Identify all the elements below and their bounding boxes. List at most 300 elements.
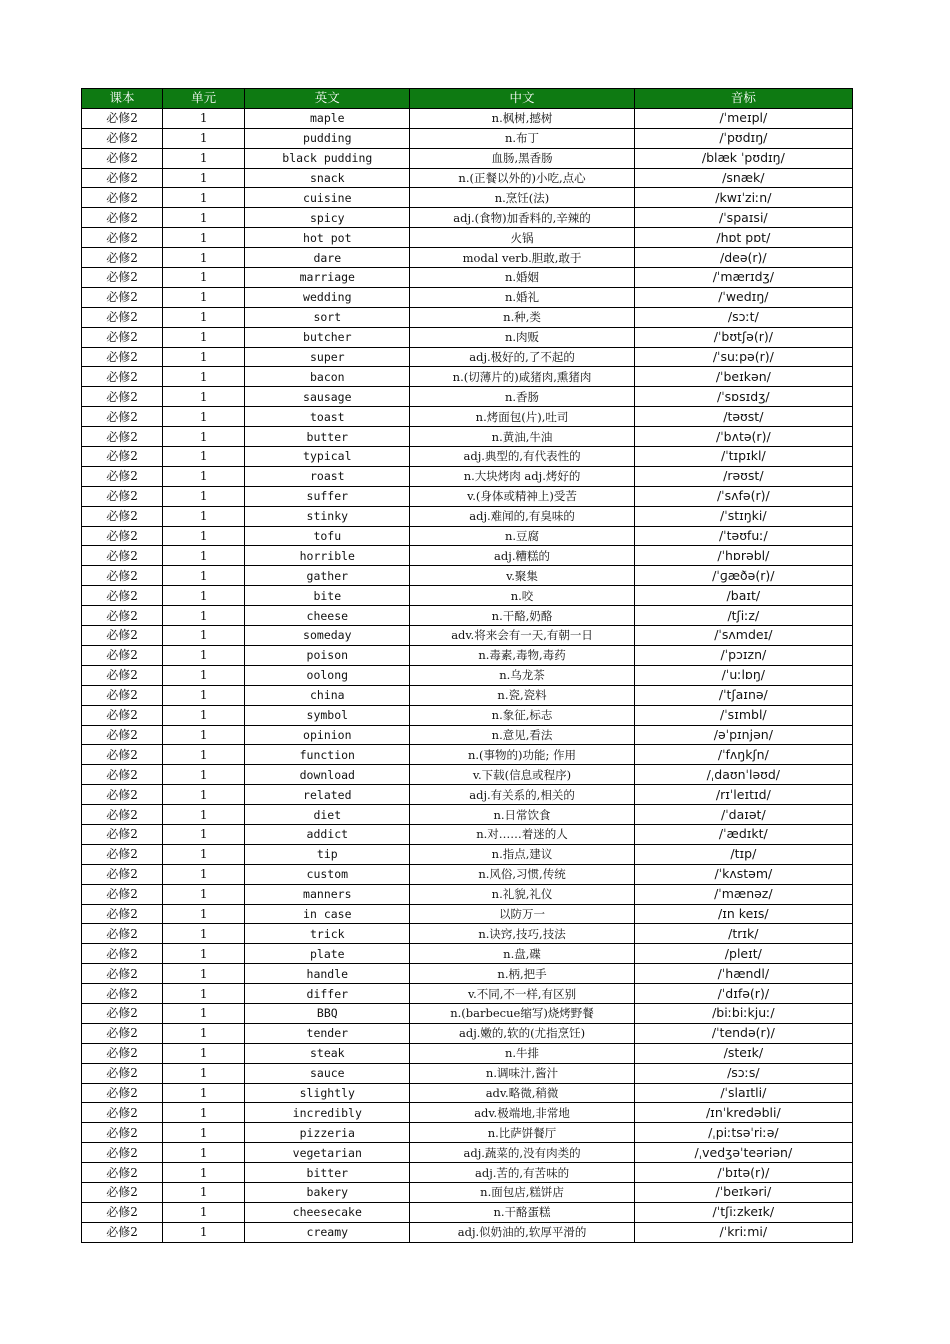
cell-unit: 1 <box>163 606 245 626</box>
cell-english: creamy <box>245 1222 410 1242</box>
cell-book: 必修2 <box>82 924 163 944</box>
table-row <box>82 168 853 188</box>
cell-english: addict <box>245 824 410 844</box>
cell-unit: 1 <box>163 1163 245 1183</box>
cell-english: symbol <box>245 705 410 725</box>
cell-english: maple <box>245 108 410 128</box>
cell-english: stinky <box>245 506 410 526</box>
cell-book: 必修2 <box>82 148 163 168</box>
cell-english: slightly <box>245 1083 410 1103</box>
cell-chinese: n.比萨饼餐厅 <box>410 1123 634 1143</box>
cell-unit: 1 <box>163 387 245 407</box>
cell-book: 必修2 <box>82 645 163 665</box>
cell-unit: 1 <box>163 1103 245 1123</box>
cell-book: 必修2 <box>82 984 163 1004</box>
table-row <box>82 447 853 467</box>
cell-english: toast <box>245 407 410 427</box>
cell-chinese: n.调味汁,酱汁 <box>410 1063 634 1083</box>
cell-phonetic: /ˈpʊdɪŋ/ <box>634 128 852 148</box>
header-chinese: 中文 <box>410 89 634 109</box>
table-row <box>82 824 853 844</box>
cell-book: 必修2 <box>82 1023 163 1043</box>
cell-chinese: adv.将来会有一天,有朝一日 <box>410 626 634 646</box>
cell-book: 必修2 <box>82 1202 163 1222</box>
cell-unit: 1 <box>163 1063 245 1083</box>
cell-phonetic: /ˈkriːmi/ <box>634 1222 852 1242</box>
cell-phonetic: /ˈtɪpɪkl/ <box>634 447 852 467</box>
cell-phonetic: /biːbiːkjuː/ <box>634 1003 852 1023</box>
table-row <box>82 844 853 864</box>
cell-chinese: adj.糟糕的 <box>410 546 634 566</box>
cell-book: 必修2 <box>82 785 163 805</box>
table-row <box>82 1182 853 1202</box>
cell-phonetic: /ˈspaɪsi/ <box>634 208 852 228</box>
cell-chinese: v.聚集 <box>410 566 634 586</box>
cell-chinese: adj.(食物)加香料的,辛辣的 <box>410 208 634 228</box>
cell-chinese: 血肠,黑香肠 <box>410 148 634 168</box>
cell-book: 必修2 <box>82 864 163 884</box>
table-row <box>82 705 853 725</box>
cell-chinese: n.诀窍,技巧,技法 <box>410 924 634 944</box>
table-row <box>82 984 853 1004</box>
table-row <box>82 924 853 944</box>
cell-english: opinion <box>245 725 410 745</box>
cell-book: 必修2 <box>82 944 163 964</box>
cell-phonetic: /sɔːt/ <box>634 307 852 327</box>
cell-english: cheese <box>245 606 410 626</box>
cell-chinese: n.瓷,瓷料 <box>410 685 634 705</box>
cell-book: 必修2 <box>82 1083 163 1103</box>
cell-unit: 1 <box>163 486 245 506</box>
cell-phonetic: /hɒt pɒt/ <box>634 228 852 248</box>
cell-english: bitter <box>245 1163 410 1183</box>
cell-unit: 1 <box>163 168 245 188</box>
table-row <box>82 347 853 367</box>
table-row <box>82 566 853 586</box>
cell-chinese: v.下载(信息或程序) <box>410 765 634 785</box>
cell-phonetic: /ˈtendə(r)/ <box>634 1023 852 1043</box>
cell-english: sauce <box>245 1063 410 1083</box>
cell-unit: 1 <box>163 307 245 327</box>
cell-unit: 1 <box>163 1202 245 1222</box>
cell-english: sausage <box>245 387 410 407</box>
cell-book: 必修2 <box>82 705 163 725</box>
cell-phonetic: /ˈpɔɪzn/ <box>634 645 852 665</box>
cell-english: BBQ <box>245 1003 410 1023</box>
cell-chinese: modal verb.胆敢,敢于 <box>410 248 634 268</box>
cell-unit: 1 <box>163 128 245 148</box>
cell-book: 必修2 <box>82 347 163 367</box>
cell-book: 必修2 <box>82 626 163 646</box>
table-row <box>82 785 853 805</box>
cell-book: 必修2 <box>82 307 163 327</box>
cell-unit: 1 <box>163 685 245 705</box>
cell-unit: 1 <box>163 586 245 606</box>
table-row <box>82 685 853 705</box>
cell-book: 必修2 <box>82 745 163 765</box>
table-row <box>82 128 853 148</box>
cell-phonetic: /ˈkʌstəm/ <box>634 864 852 884</box>
vocabulary-table <box>81 88 853 1243</box>
table-row <box>82 387 853 407</box>
table-row <box>82 546 853 566</box>
cell-chinese: n.意见,看法 <box>410 725 634 745</box>
cell-phonetic: /ˈtəʊfuː/ <box>634 526 852 546</box>
cell-english: gather <box>245 566 410 586</box>
table-row <box>82 626 853 646</box>
cell-book: 必修2 <box>82 1222 163 1242</box>
cell-unit: 1 <box>163 506 245 526</box>
table-row <box>82 1123 853 1143</box>
cell-chinese: n.(事物的)功能; 作用 <box>410 745 634 765</box>
cell-phonetic: /ˈhændl/ <box>634 964 852 984</box>
cell-phonetic: /ˈdɪfə(r)/ <box>634 984 852 1004</box>
table-row <box>82 884 853 904</box>
cell-english: someday <box>245 626 410 646</box>
cell-phonetic: /ˈɡæðə(r)/ <box>634 566 852 586</box>
cell-english: handle <box>245 964 410 984</box>
cell-unit: 1 <box>163 1143 245 1163</box>
cell-book: 必修2 <box>82 327 163 347</box>
cell-unit: 1 <box>163 248 245 268</box>
table-row <box>82 1163 853 1183</box>
cell-english: suffer <box>245 486 410 506</box>
cell-english: black pudding <box>245 148 410 168</box>
cell-book: 必修2 <box>82 586 163 606</box>
cell-english: bacon <box>245 367 410 387</box>
cell-unit: 1 <box>163 228 245 248</box>
cell-unit: 1 <box>163 765 245 785</box>
table-row <box>82 805 853 825</box>
cell-book: 必修2 <box>82 208 163 228</box>
cell-english: sort <box>245 307 410 327</box>
cell-book: 必修2 <box>82 1182 163 1202</box>
cell-english: poison <box>245 645 410 665</box>
cell-chinese: n.干酪,奶酪 <box>410 606 634 626</box>
header-english: 英文 <box>245 89 410 109</box>
header-phonetic: 音标 <box>634 89 852 109</box>
cell-chinese: v.(身体或精神上)受苦 <box>410 486 634 506</box>
cell-phonetic: /blæk ˈpʊdɪŋ/ <box>634 148 852 168</box>
table-row <box>82 904 853 924</box>
cell-chinese: n.日常饮食 <box>410 805 634 825</box>
header-row <box>82 89 853 109</box>
cell-chinese: n.礼貌,礼仪 <box>410 884 634 904</box>
cell-unit: 1 <box>163 984 245 1004</box>
cell-unit: 1 <box>163 466 245 486</box>
cell-phonetic: /pleɪt/ <box>634 944 852 964</box>
table-row <box>82 407 853 427</box>
cell-english: wedding <box>245 287 410 307</box>
cell-phonetic: /snæk/ <box>634 168 852 188</box>
cell-unit: 1 <box>163 427 245 447</box>
cell-unit: 1 <box>163 208 245 228</box>
cell-unit: 1 <box>163 844 245 864</box>
cell-english: bite <box>245 586 410 606</box>
table-row <box>82 228 853 248</box>
cell-chinese: adj.苦的,有苦味的 <box>410 1163 634 1183</box>
table-row <box>82 745 853 765</box>
cell-english: super <box>245 347 410 367</box>
cell-phonetic: /sɔːs/ <box>634 1063 852 1083</box>
table-row <box>82 108 853 128</box>
cell-phonetic: /ˌdaʊnˈləʊd/ <box>634 765 852 785</box>
cell-english: dare <box>245 248 410 268</box>
cell-english: spicy <box>245 208 410 228</box>
table-row <box>82 964 853 984</box>
cell-chinese: adj.难闻的,有臭味的 <box>410 506 634 526</box>
cell-book: 必修2 <box>82 1003 163 1023</box>
cell-unit: 1 <box>163 1123 245 1143</box>
cell-phonetic: /təʊst/ <box>634 407 852 427</box>
table-row <box>82 864 853 884</box>
table-row <box>82 1103 853 1123</box>
cell-book: 必修2 <box>82 725 163 745</box>
cell-unit: 1 <box>163 447 245 467</box>
cell-book: 必修2 <box>82 685 163 705</box>
cell-chinese: n.(正餐以外的)小吃,点心 <box>410 168 634 188</box>
cell-unit: 1 <box>163 1003 245 1023</box>
table-row <box>82 586 853 606</box>
cell-phonetic: /ˈtʃaɪnə/ <box>634 685 852 705</box>
cell-chinese: 火锅 <box>410 228 634 248</box>
cell-phonetic: /steɪk/ <box>634 1043 852 1063</box>
cell-book: 必修2 <box>82 248 163 268</box>
cell-chinese: n.对……着迷的人 <box>410 824 634 844</box>
cell-english: marriage <box>245 268 410 288</box>
table-row <box>82 148 853 168</box>
cell-phonetic: /tɪp/ <box>634 844 852 864</box>
cell-english: pizzeria <box>245 1123 410 1143</box>
cell-chinese: n.(切薄片的)咸猪肉,熏猪肉 <box>410 367 634 387</box>
cell-english: tofu <box>245 526 410 546</box>
header-unit: 单元 <box>163 89 245 109</box>
cell-book: 必修2 <box>82 367 163 387</box>
cell-phonetic: /ˈbeɪkən/ <box>634 367 852 387</box>
cell-phonetic: /ˌvedʒəˈteəriən/ <box>634 1143 852 1163</box>
cell-english: incredibly <box>245 1103 410 1123</box>
table-row <box>82 248 853 268</box>
cell-phonetic: /ˈsʌmdeɪ/ <box>634 626 852 646</box>
cell-phonetic: /ˌpiːtsəˈriːə/ <box>634 1123 852 1143</box>
cell-chinese: n.婚礼 <box>410 287 634 307</box>
cell-unit: 1 <box>163 566 245 586</box>
cell-english: butter <box>245 427 410 447</box>
cell-chinese: n.烤面包(片),吐司 <box>410 407 634 427</box>
cell-phonetic: /rɪˈleɪtɪd/ <box>634 785 852 805</box>
table-row <box>82 725 853 745</box>
table-header <box>82 89 853 109</box>
cell-unit: 1 <box>163 367 245 387</box>
table-row <box>82 268 853 288</box>
cell-chinese: n.干酪蛋糕 <box>410 1202 634 1222</box>
cell-unit: 1 <box>163 884 245 904</box>
cell-book: 必修2 <box>82 884 163 904</box>
cell-phonetic: /tʃiːz/ <box>634 606 852 626</box>
cell-book: 必修2 <box>82 268 163 288</box>
cell-phonetic: /ɪnˈkredəbli/ <box>634 1103 852 1123</box>
cell-book: 必修2 <box>82 566 163 586</box>
cell-book: 必修2 <box>82 108 163 128</box>
cell-unit: 1 <box>163 347 245 367</box>
cell-chinese: n.大块烤肉 adj.烤好的 <box>410 466 634 486</box>
cell-phonetic: /ˈsʌfə(r)/ <box>634 486 852 506</box>
cell-chinese: n.指点,建议 <box>410 844 634 864</box>
cell-phonetic: /deə(r)/ <box>634 248 852 268</box>
cell-book: 必修2 <box>82 387 163 407</box>
cell-chinese: n.柄,把手 <box>410 964 634 984</box>
cell-book: 必修2 <box>82 407 163 427</box>
cell-unit: 1 <box>163 287 245 307</box>
table-row <box>82 327 853 347</box>
cell-unit: 1 <box>163 1043 245 1063</box>
table-row <box>82 1222 853 1242</box>
cell-unit: 1 <box>163 1182 245 1202</box>
cell-english: plate <box>245 944 410 964</box>
cell-unit: 1 <box>163 645 245 665</box>
cell-book: 必修2 <box>82 824 163 844</box>
cell-book: 必修2 <box>82 665 163 685</box>
cell-english: vegetarian <box>245 1143 410 1163</box>
table-row <box>82 765 853 785</box>
cell-chinese: adv.极端地,非常地 <box>410 1103 634 1123</box>
cell-chinese: n.香肠 <box>410 387 634 407</box>
cell-phonetic: /əˈpɪnjən/ <box>634 725 852 745</box>
cell-unit: 1 <box>163 745 245 765</box>
cell-phonetic: /ˈdaɪət/ <box>634 805 852 825</box>
cell-english: function <box>245 745 410 765</box>
cell-phonetic: /kwɪˈziːn/ <box>634 188 852 208</box>
cell-book: 必修2 <box>82 486 163 506</box>
table-row <box>82 1043 853 1063</box>
cell-chinese: n.烹饪(法) <box>410 188 634 208</box>
cell-book: 必修2 <box>82 606 163 626</box>
cell-unit: 1 <box>163 665 245 685</box>
cell-book: 必修2 <box>82 427 163 447</box>
cell-english: tip <box>245 844 410 864</box>
cell-english: related <box>245 785 410 805</box>
table-row <box>82 1003 853 1023</box>
cell-english: diet <box>245 805 410 825</box>
cell-english: snack <box>245 168 410 188</box>
cell-unit: 1 <box>163 864 245 884</box>
cell-phonetic: /ˈuːlɒŋ/ <box>634 665 852 685</box>
cell-phonetic: /ˈslaɪtli/ <box>634 1083 852 1103</box>
table-row <box>82 1023 853 1043</box>
cell-english: typical <box>245 447 410 467</box>
cell-chinese: n.(barbecue缩写)烧烤野餐 <box>410 1003 634 1023</box>
cell-book: 必修2 <box>82 466 163 486</box>
cell-chinese: n.咬 <box>410 586 634 606</box>
cell-english: bakery <box>245 1182 410 1202</box>
cell-english: in case <box>245 904 410 924</box>
cell-unit: 1 <box>163 546 245 566</box>
cell-chinese: n.种,类 <box>410 307 634 327</box>
cell-unit: 1 <box>163 924 245 944</box>
cell-english: cheesecake <box>245 1202 410 1222</box>
cell-book: 必修2 <box>82 1163 163 1183</box>
cell-phonetic: /ˈfʌŋkʃn/ <box>634 745 852 765</box>
table-row <box>82 208 853 228</box>
cell-unit: 1 <box>163 108 245 128</box>
cell-english: download <box>245 765 410 785</box>
table-row <box>82 307 853 327</box>
cell-book: 必修2 <box>82 1103 163 1123</box>
cell-phonetic: /ˈbeɪkəri/ <box>634 1182 852 1202</box>
cell-book: 必修2 <box>82 964 163 984</box>
table-row <box>82 367 853 387</box>
cell-book: 必修2 <box>82 1043 163 1063</box>
cell-phonetic: /ˈsuːpə(r)/ <box>634 347 852 367</box>
table-row <box>82 1063 853 1083</box>
cell-phonetic: /ˈbʊtʃə(r)/ <box>634 327 852 347</box>
cell-phonetic: /ˈbʌtə(r)/ <box>634 427 852 447</box>
cell-unit: 1 <box>163 327 245 347</box>
table-row <box>82 606 853 626</box>
cell-book: 必修2 <box>82 287 163 307</box>
cell-chinese: adj.似奶油的,软厚平滑的 <box>410 1222 634 1242</box>
cell-chinese: v.不同,不一样,有区别 <box>410 984 634 1004</box>
table-row <box>82 1143 853 1163</box>
cell-unit: 1 <box>163 904 245 924</box>
cell-chinese: adj.嫩的,软的(尤指烹饪) <box>410 1023 634 1043</box>
cell-phonetic: /ˈbɪtə(r)/ <box>634 1163 852 1183</box>
table-row <box>82 1202 853 1222</box>
cell-unit: 1 <box>163 1222 245 1242</box>
cell-book: 必修2 <box>82 168 163 188</box>
cell-chinese: n.象征,标志 <box>410 705 634 725</box>
cell-english: hot pot <box>245 228 410 248</box>
cell-chinese: n.婚姻 <box>410 268 634 288</box>
cell-chinese: 以防万一 <box>410 904 634 924</box>
table-row <box>82 1083 853 1103</box>
cell-english: differ <box>245 984 410 1004</box>
cell-phonetic: /baɪt/ <box>634 586 852 606</box>
cell-unit: 1 <box>163 188 245 208</box>
cell-phonetic: /trɪk/ <box>634 924 852 944</box>
cell-chinese: adj.典型的,有代表性的 <box>410 447 634 467</box>
cell-chinese: n.黄油,牛油 <box>410 427 634 447</box>
cell-english: pudding <box>245 128 410 148</box>
table-row <box>82 427 853 447</box>
table-row <box>82 526 853 546</box>
table-row <box>82 645 853 665</box>
cell-english: oolong <box>245 665 410 685</box>
cell-unit: 1 <box>163 805 245 825</box>
cell-unit: 1 <box>163 1083 245 1103</box>
cell-book: 必修2 <box>82 1143 163 1163</box>
table-row <box>82 506 853 526</box>
cell-unit: 1 <box>163 944 245 964</box>
cell-phonetic: /ˈmeɪpl/ <box>634 108 852 128</box>
cell-english: cuisine <box>245 188 410 208</box>
cell-book: 必修2 <box>82 1123 163 1143</box>
table-body <box>82 108 853 1242</box>
cell-unit: 1 <box>163 964 245 984</box>
cell-chinese: n.肉贩 <box>410 327 634 347</box>
cell-chinese: adv.略微,稍微 <box>410 1083 634 1103</box>
cell-english: butcher <box>245 327 410 347</box>
cell-unit: 1 <box>163 148 245 168</box>
cell-chinese: adj.有关系的,相关的 <box>410 785 634 805</box>
cell-phonetic: /ˈsɪmbl/ <box>634 705 852 725</box>
cell-book: 必修2 <box>82 904 163 924</box>
cell-unit: 1 <box>163 626 245 646</box>
cell-unit: 1 <box>163 407 245 427</box>
cell-english: trick <box>245 924 410 944</box>
cell-unit: 1 <box>163 824 245 844</box>
cell-phonetic: /ˈwedɪŋ/ <box>634 287 852 307</box>
